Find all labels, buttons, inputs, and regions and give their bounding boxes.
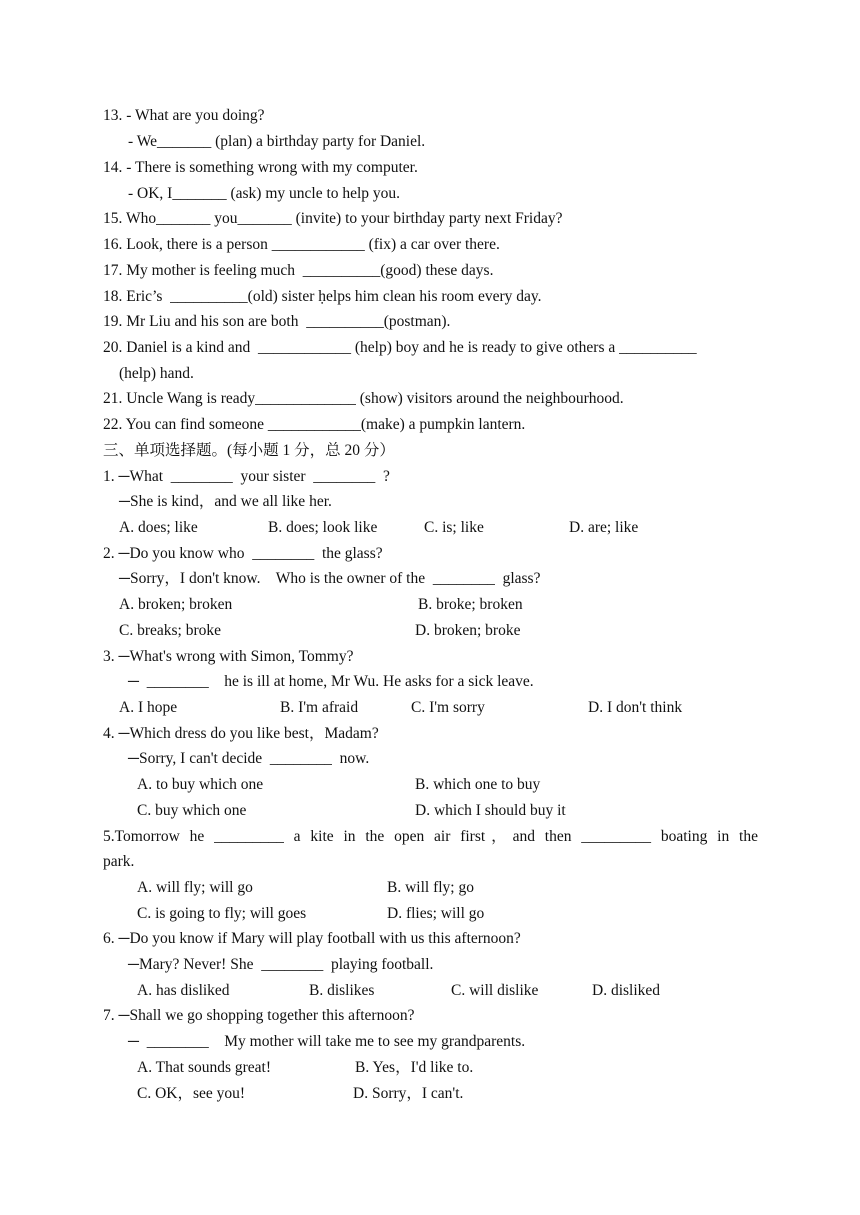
question-15: 15. Who_______ you_______ (invite) to your birthday party next Friday? (103, 210, 563, 227)
mc-question-3-line2: ─ ________ he is ill at home, Mr Wu. He asks for a sick leave. (128, 673, 534, 690)
mc-5-option-d: D. flies; will go (387, 905, 485, 922)
mc-7-option-d: D. Sorry，I can't. (353, 1085, 464, 1102)
mc-question-1: 1. ─What ________ your sister ________ ? (103, 468, 390, 485)
mc-question-4: 4. ─Which dress do you like best，Madam? (103, 725, 379, 742)
mc-question-1-line2: ─She is kind，and we all like her. (119, 493, 332, 510)
mc-7-option-a: A. That sounds great! (137, 1059, 272, 1076)
mc-7-option-b: B. Yes，I'd like to. (355, 1059, 474, 1076)
mc-4-option-a: A. to buy which one (137, 776, 264, 793)
mc-3-option-b: B. I'm afraid (280, 699, 359, 716)
mc-question-2: 2. ─Do you know who ________ the glass? (103, 545, 383, 562)
mc-question-3: 3. ─What's wrong with Simon, Tommy? (103, 648, 354, 665)
question-22: 22. You can find someone ____________(make) a pumpkin lantern. (103, 416, 526, 433)
question-16: 16. Look, there is a person ____________ (fix) a car over there. (103, 236, 500, 253)
question-20-continued: (help) hand. (119, 365, 194, 382)
mc-4-option-c: C. buy which one (137, 802, 247, 819)
question-21: 21. Uncle Wang is ready_____________ (show) visitors around the neighbourhood. (103, 390, 624, 407)
mc-5-option-a: A. will fly; will go (137, 879, 253, 896)
question-13: 13. - What are you doing? (103, 107, 265, 124)
mc-1-option-c: C. is; like (424, 519, 484, 536)
question-18: 18. Eric’s __________(old) sister ḥelps him clean his room every day. (103, 288, 542, 305)
mc-4-option-b: B. which one to buy (415, 776, 541, 793)
mc-5-option-c: C. is going to fly; will goes (137, 905, 307, 922)
mc-4-option-d: D. which I should buy it (415, 802, 566, 819)
question-13-answer: - We_______ (plan) a birthday party for Daniel. (128, 133, 426, 150)
section-title: 三、单项选择题。(每小题 1 分，总 20 分） (103, 442, 395, 459)
mc-5-option-b: B. will fly; go (387, 879, 474, 896)
mc-question-5-line2: park. (103, 853, 135, 870)
question-14: 14. - There is something wrong with my computer. (103, 159, 418, 176)
mc-6-option-b: B. dislikes (309, 982, 375, 999)
mc-question-6: 6. ─Do you know if Mary will play football with us this afternoon? (103, 930, 521, 947)
mc-7-option-c: C. OK，see you! (137, 1085, 246, 1102)
mc-2-option-a: A. broken; broken (119, 596, 233, 613)
mc-2-option-b: B. broke; broken (418, 596, 523, 613)
mc-question-7: 7. ─Shall we go shopping together this afternoon? (103, 1007, 415, 1024)
mc-3-option-c: C. I'm sorry (411, 699, 485, 716)
mc-3-option-d: D. I don't think (588, 699, 683, 716)
question-20: 20. Daniel is a kind and ____________ (help) boy and he is ready to give others a __________ (103, 339, 697, 356)
mc-6-option-c: C. will dislike (451, 982, 539, 999)
mc-6-option-a: A. has disliked (137, 982, 230, 999)
mc-question-6-line2: ─Mary? Never! She ________ playing football. (128, 956, 434, 973)
mc-2-option-c: C. breaks; broke (119, 622, 222, 639)
mc-question-7-line2: ─ ________ My mother will take me to see my grandparents. (128, 1033, 526, 1050)
mc-question-5: 5.Tomorrow he _________ a kite in the open air first，and then _________ boating in the (103, 828, 758, 845)
mc-1-option-d: D. are; like (569, 519, 639, 536)
mc-3-option-a: A. I hope (119, 699, 178, 716)
question-14-answer: - OK, I_______ (ask) my uncle to help you. (128, 185, 401, 202)
mc-question-4-line2: ─Sorry, I can't decide ________ now. (128, 750, 370, 767)
mc-question-2-line2: ─Sorry，I don't know. Who is the owner of the ________ glass? (119, 570, 541, 587)
mc-1-option-a: A. does; like (119, 519, 198, 536)
question-19: 19. Mr Liu and his son are both __________(postman). (103, 313, 451, 330)
mc-1-option-b: B. does; look like (268, 519, 378, 536)
mc-6-option-d: D. disliked (592, 982, 661, 999)
question-17: 17. My mother is feeling much __________(good) these days. (103, 262, 494, 279)
mc-2-option-d: D. broken; broke (415, 622, 521, 639)
